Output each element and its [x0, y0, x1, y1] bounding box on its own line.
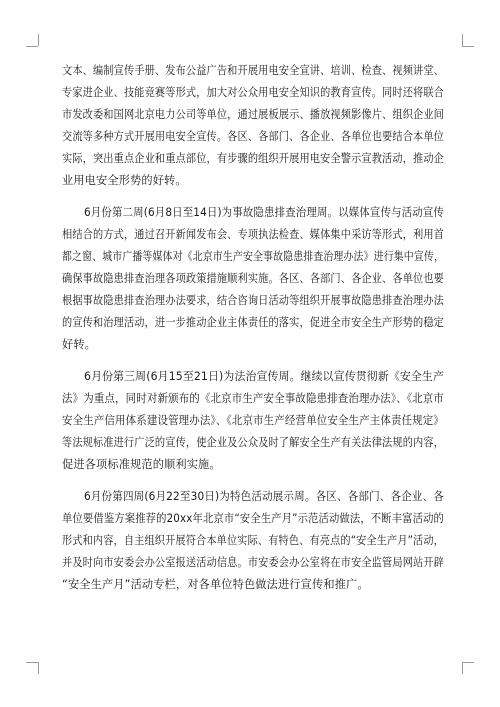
crop-mark-bottom-left-v: [38, 662, 39, 674]
text-line: 都之窗、城市广播等媒体对《北京市生产安全事故隐患排查治理办法》进行集中宣传，: [62, 250, 445, 263]
text-line: 的宣传和治理活动，进一步推动企业主体责任的落实，促进全市安全生产形势的稳定: [62, 316, 444, 329]
crop-mark-bottom-right-v: [462, 662, 463, 674]
text-line: 确保事故隐患排查治理各项政策措施顺利实施。各区、各部门、各企业、各单位也要: [62, 272, 444, 285]
text-line: 促进各项标准规范的顺利实施。: [62, 458, 221, 471]
text-line: 实际，突出重点企业和重点部位，有步骤的组织开展用电安全警示宣教活动，推动企: [62, 152, 444, 165]
text-line: 交流等多种方式开展用电安全宣传。各区、各部门、各企业、各单位也要结合本单位: [62, 130, 444, 143]
text-line: 文本、编制宣传手册、发布公益广告和开展用电安全宣讲、培训、检查、视频讲堂、: [62, 64, 444, 77]
crop-mark-bottom-right-h: [462, 662, 474, 663]
text-line: 根据事故隐患排查治理办法要求，结合咨询日活动等组织开展事故隐患排查治理办法: [62, 294, 444, 307]
text-line: 市发改委和国网北京电力公司等单位，通过展板展示、播放视频影像片、组织企业间: [62, 108, 444, 121]
text-line: 相结合的方式，通过召开新闻发布会、专项执法检查、媒体集中采访等形式，利用首: [62, 228, 444, 241]
crop-mark-top-left-h: [26, 46, 38, 47]
text-line: “安全生产月”活动专栏，对各单位特色做法进行宣传和推广。: [62, 578, 369, 591]
paragraph-first-line: 6月份第二周(6月8日至14日)为事故隐患排查治理周。以媒体宣传与活动宣传: [84, 206, 445, 219]
crop-mark-bottom-left-h: [26, 662, 38, 663]
crop-mark-top-right-h: [462, 46, 474, 47]
crop-mark-top-left-v: [38, 34, 39, 46]
paragraph-first-line: 6月份第三周(6月15至21日)为法治宣传周。继续以宣传贯彻新《安全生产: [84, 370, 444, 383]
crop-mark-top-right-v: [462, 34, 463, 46]
text-line: 单位要借鉴方案推荐的20xx年北京市“安全生产月”示范活动做法，不断丰富活动的: [62, 512, 445, 525]
text-line: 业用电安全形势的好转。: [62, 174, 187, 187]
text-line: 专家进企业、技能竞赛等形式，加大对公众用电安全知识的教育宣传。同时还将联合: [62, 86, 444, 99]
paragraph-first-line: 6月份第四周(6月22至30日)为特色活动展示周。各区、各部门、各企业、各: [84, 490, 445, 503]
text-line: 等法规标准进行广泛的宣传，使企业及公众及时了解安全生产有关法律法规的内容，: [62, 436, 444, 449]
text-line: 形式和内容，自主组织开展符合本单位实际、有特色、有亮点的“安全生产月”活动，: [62, 534, 444, 547]
text-line: 安全生产信用体系建设管理办法》、《北京市生产经营单位安全生产主体责任规定》: [62, 414, 445, 427]
text-line: 好转。: [62, 338, 97, 351]
text-line: 并及时向市安委会办公室报送活动信息。市安委会办公室将在市安全监管局网站开辟: [62, 556, 444, 569]
text-line: 法》为重点，同时对新颁布的《北京市生产安全事故隐患排查治理办法》、《北京市: [62, 392, 445, 405]
